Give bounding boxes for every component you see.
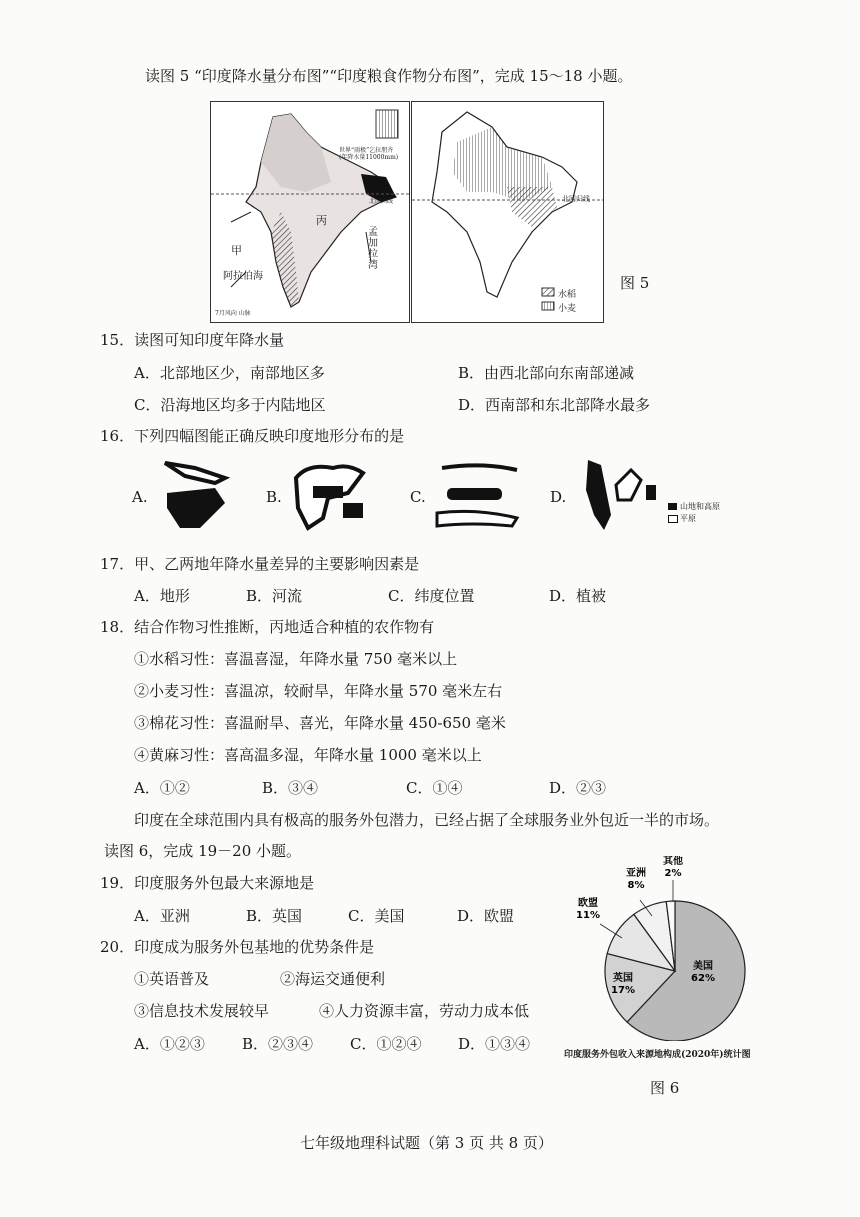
q20-item-3: ③信息技术发展较早 [134,1002,270,1020]
q20-option-a[interactable]: A．①②③ [134,1035,205,1053]
fig5-caption: 图 5 [620,274,650,292]
q16-option-c[interactable]: C. [410,488,426,506]
q20-stem: 20．印度成为服务外包基地的优势条件是 [100,938,375,956]
map2-tropic: 北回归线 [562,195,590,203]
q20-option-b[interactable]: B．②③④ [242,1035,314,1053]
q19-option-c[interactable]: C．美国 [348,907,405,925]
chart-title: 印度服务外包收入来源地构成(2020年)统计图 [564,1050,751,1060]
pie-label-4: 2% [664,868,682,879]
q15-option-c[interactable]: C．沿海地区均多于内陆地区 [134,396,326,414]
q20-option-c[interactable]: C．①②④ [350,1035,422,1053]
pie-label-1: 英国 [613,973,633,984]
q15-option-a[interactable]: A．北部地区少，南部地区多 [134,364,325,382]
pie-label-0: 美国 [693,961,713,972]
q19-option-a[interactable]: A．亚洲 [134,907,190,925]
q19-option-d[interactable]: D．欧盟 [457,907,515,925]
q17-stem: 17．甲、乙两地年降水量差异的主要影响因素是 [100,555,420,573]
q18-item-4: ④黄麻习性：喜高温多湿，年降水量 1000 毫米以上 [134,746,482,764]
legend-wheat: 小麦 [558,304,577,314]
legend-mountain-swatch [668,503,677,510]
q16-option-d[interactable]: D. [550,488,567,506]
pie-label-4: 其他 [663,856,683,867]
intro-outsourcing: 印度在全球范围内具有极高的服务外包潜力，已经占据了全球服务业外包近一半的市场。 [134,811,720,829]
q18-option-d[interactable]: D．②③ [549,779,607,797]
map1-tropic: 北回归线 [369,198,394,205]
q17-option-d[interactable]: D．植被 [549,587,607,605]
map-crops [411,101,604,323]
q16-shape-b [288,458,373,533]
pie-label-1: 17% [611,985,635,996]
q16-shape-a [155,458,235,533]
intro-fig6: 读图 6，完成 19－20 小题。 [104,842,302,860]
q18-item-2: ②小麦习性：喜温凉，较耐旱，年降水量 570 毫米左右 [134,682,503,700]
pie-label-3: 8% [627,880,645,891]
legend-mountain-label: 山地和高原 [680,502,720,511]
legend-rice: 水稻 [558,290,577,300]
pie-label-0: 62% [691,973,715,984]
q15-option-d[interactable]: D．西南部和东北部降水最多 [458,396,651,414]
q17-option-c[interactable]: C．纬度位置 [388,587,475,605]
label-jia: 甲 [231,244,242,257]
q20-item-1: ①英语普及 [134,970,210,988]
q15-stem: 15．读图可知印度年降水量 [100,331,285,349]
q16-option-b[interactable]: B. [266,488,282,506]
label-arabian-sea: 阿拉伯海 [223,271,263,282]
q17-option-b[interactable]: B．河流 [246,587,303,605]
pie-label-3: 亚洲 [626,868,646,879]
map-rainfall [210,101,410,323]
q15-option-b[interactable]: B．由西北部向东南部递减 [458,364,635,382]
map1-legend-bottom: 7月风向 山脉 [215,310,251,317]
q18-item-3: ③棉花习性：喜温耐旱、喜光，年降水量 450-650 毫米 [134,714,506,732]
q19-option-b[interactable]: B．英国 [246,907,303,925]
q16-stem: 16．下列四幅图能正确反映印度地形分布的是 [100,427,405,445]
india-rainfall-map [211,102,409,322]
q20-item-2: ②海运交通便利 [280,970,386,988]
q17-option-a[interactable]: A．地形 [134,587,190,605]
q18-option-a[interactable]: A．①② [134,779,190,797]
legend-plain-swatch [668,515,678,523]
legend-plain-label: 平原 [680,514,696,523]
pie-chart [560,856,780,1041]
q18-option-b[interactable]: B．③④ [262,779,319,797]
page-footer: 七年级地理科试题（第 3 页 共 8 页） [300,1134,553,1152]
label-bay-of-bengal: 孟加拉湾 [368,227,378,271]
q18-stem: 18．结合作物习性推断，丙地适合种植的农作物有 [100,618,435,636]
q19-stem: 19．印度服务外包最大来源地是 [100,874,315,892]
q18-item-1: ①水稻习性：喜温喜湿，年降水量 750 毫米以上 [134,650,458,668]
pie-label-2: 欧盟 [578,898,598,909]
q16-option-a[interactable]: A. [132,488,148,506]
label-bing: 丙 [316,214,327,227]
q20-item-4: ④人力资源丰富，劳动力成本低 [319,1002,530,1020]
pie-label-2: 11% [576,910,600,921]
q16-shape-d [576,455,661,535]
q20-option-d[interactable]: D．①③④ [458,1035,531,1053]
q18-option-c[interactable]: C．①④ [406,779,463,797]
map1-legend-top: 世界“雨极”乞拉朋齐(年降水量11000mm) [339,147,399,161]
intro-fig5: 读图 5 “印度降水量分布图”“印度粮食作物分布图”，完成 15～18 小题。 [145,67,633,85]
fig6-caption: 图 6 [650,1079,680,1097]
q16-shape-c [432,458,522,533]
